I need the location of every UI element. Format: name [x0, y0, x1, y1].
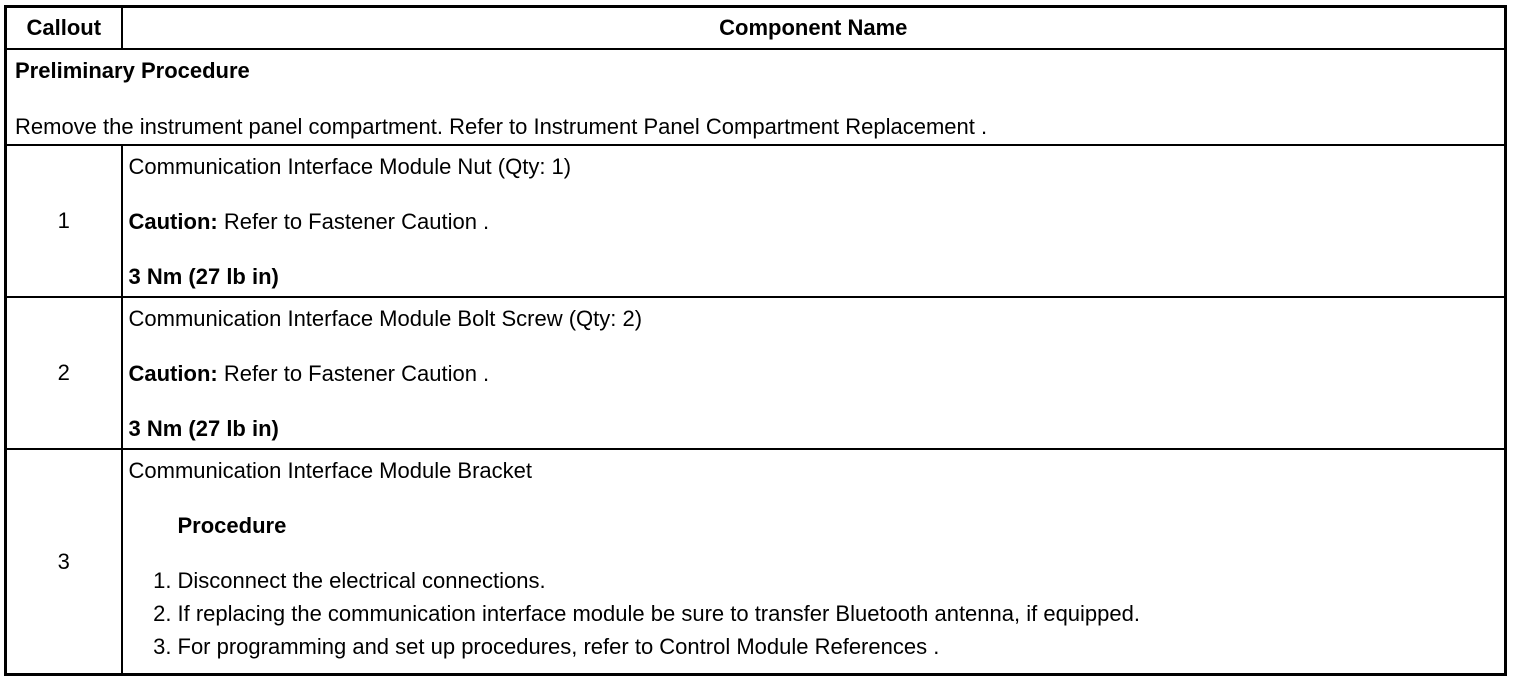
preliminary-cell: [6, 49, 1506, 145]
component-name: Communication Interface Module Bracket: [128, 458, 533, 483]
callout-table: [4, 5, 1507, 676]
step-text: Disconnect the electrical connections.: [177, 568, 546, 593]
caution-line: [129, 209, 1505, 235]
step-number: 1.: [153, 568, 172, 593]
caution-text: Refer to Fastener Caution .: [217, 361, 490, 386]
component-cell: [122, 297, 1506, 449]
callout-number: 1: [6, 145, 122, 297]
caution-line: [129, 361, 1505, 387]
caution-label: Caution:: [128, 209, 218, 234]
component-cell: [122, 449, 1506, 675]
callout-column-header: Callout: [6, 7, 122, 50]
callout-number: 3: [6, 449, 122, 675]
step-number: 2.: [153, 601, 172, 626]
list-item: [129, 601, 1505, 634]
caution-label: Caution:: [128, 361, 218, 386]
callout-number: 2: [6, 297, 122, 449]
header-row: [6, 7, 1506, 50]
list-item: [129, 568, 1505, 601]
document-sheet: [4, 5, 1507, 676]
procedure-steps: [129, 568, 1505, 667]
torque-spec: 3 Nm (27 lb in): [128, 264, 279, 289]
list-item: [129, 634, 1505, 667]
step-number: 3.: [153, 634, 172, 659]
step-text: For programming and set up procedures, refer to Control Module References .: [177, 634, 940, 659]
preliminary-row: [6, 49, 1506, 145]
step-text: If replacing the communication interface module be sure to transfer Bluetooth antenna, if equipped.: [177, 601, 1140, 626]
torque-spec: 3 Nm (27 lb in): [128, 416, 279, 441]
table-row: [6, 145, 1506, 297]
procedure-title: Procedure: [177, 513, 287, 538]
component-name: Communication Interface Module Nut (Qty: 1): [128, 154, 572, 179]
table-row: [6, 449, 1506, 675]
component-name-column-header: Component Name: [122, 7, 1506, 50]
component-name: Communication Interface Module Bolt Screw (Qty: 2): [128, 306, 643, 331]
preliminary-text: Remove the instrument panel compartment. Refer to Instrument Panel Compartment Replacement .: [15, 114, 988, 139]
component-cell: [122, 145, 1506, 297]
table-row: [6, 297, 1506, 449]
caution-text: Refer to Fastener Caution .: [217, 209, 490, 234]
preliminary-title: Preliminary Procedure: [15, 58, 250, 83]
